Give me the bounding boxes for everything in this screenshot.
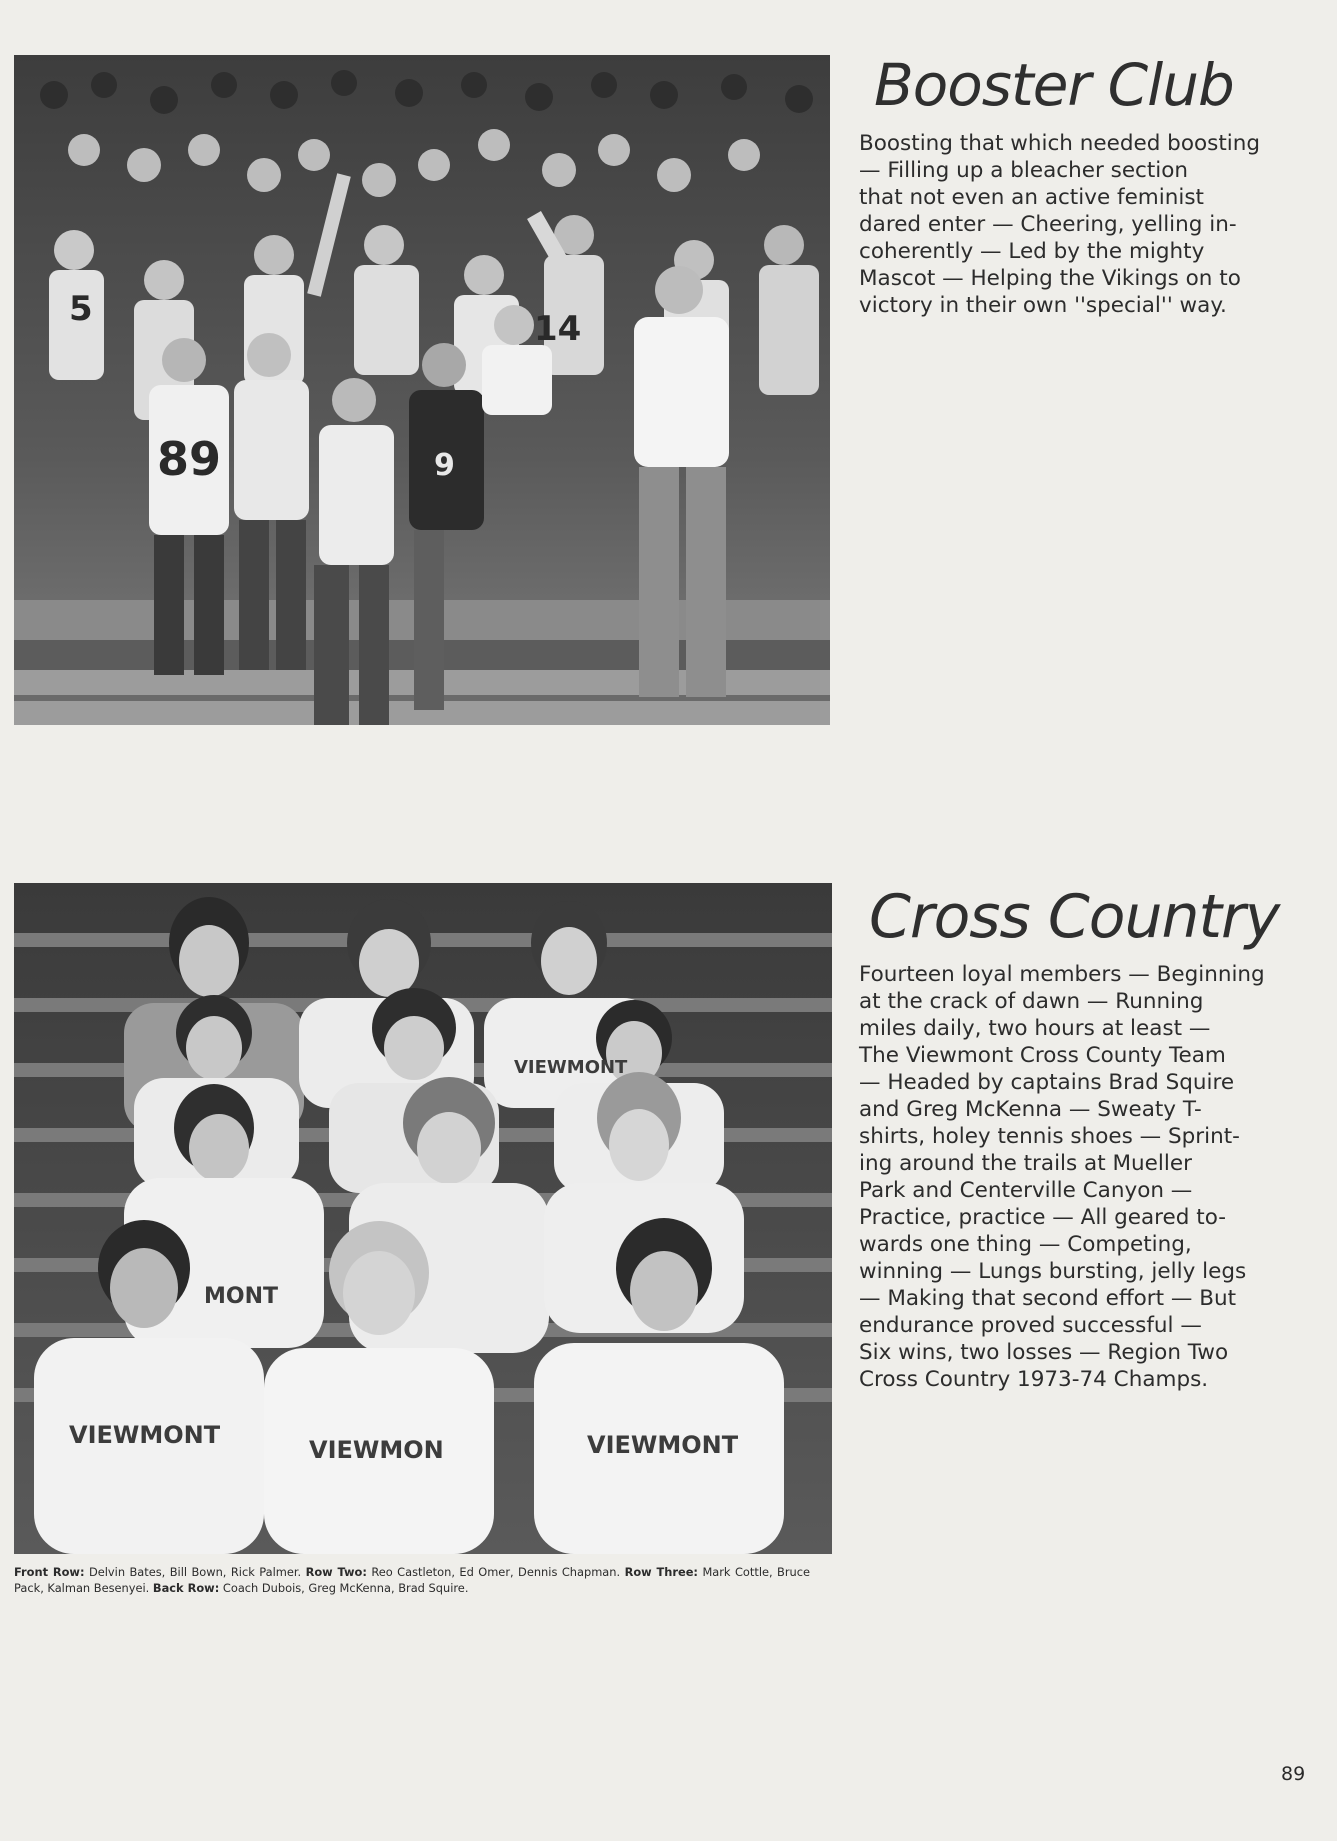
booster-body-line: coherently — Led by the mighty (859, 239, 1205, 264)
booster-club-heading: Booster Club (874, 51, 1234, 119)
cross-body-line: Park and Centerville Canyon — (859, 1178, 1193, 1203)
cross-body-line: Six wins, two losses — Region Two (859, 1340, 1229, 1365)
caption-back-row-names: Coach Dubois, Greg McKenna, Brad Squire. (222, 1581, 469, 1595)
booster-body-line: Mascot — Helping the Vikings on to (859, 266, 1241, 291)
cross-body-line: Practice, practice — All geared to- (859, 1205, 1227, 1230)
page-number: 89 (1281, 1763, 1306, 1785)
caption-front-row-names: Delvin Bates, Bill Bown, Rick Palmer. (88, 1565, 302, 1579)
cross-country-body (859, 961, 1265, 1393)
booster-body-line: victory in their own ''special'' way. (859, 293, 1227, 318)
jersey-number-14: 14 (534, 309, 582, 349)
shirt-text-front-left: VIEWMONT (69, 1421, 221, 1449)
booster-club-photo (14, 55, 830, 725)
cross-body-line: — Making that second effort — But (859, 1286, 1237, 1311)
cross-body-line: and Greg McKenna — Sweaty T- (859, 1097, 1202, 1122)
booster-club-body (859, 130, 1260, 319)
cross-body-line: wards one thing — Competing, (859, 1232, 1192, 1257)
cross-body-line: endurance proved successful — (859, 1313, 1202, 1338)
cross-country-heading: Cross Country (869, 882, 1280, 952)
caption-row-two-label: Row Two: (305, 1565, 367, 1579)
cross-body-line: shirts, holey tennis shoes — Sprint- (859, 1124, 1240, 1149)
cross-country-team-photo (14, 883, 832, 1554)
photo-caption (14, 1564, 810, 1596)
booster-body-line: Boosting that which needed boosting (859, 131, 1261, 156)
jersey-number-9: 9 (434, 448, 455, 483)
shirt-text-front-right: VIEWMONT (587, 1431, 739, 1459)
cross-body-line: at the crack of dawn — Running (859, 989, 1204, 1014)
booster-body-line: dared enter — Cheering, yelling in- (859, 212, 1237, 237)
booster-body-line: — Filling up a bleacher section (859, 158, 1189, 183)
cross-body-line: Fourteen loyal members — Beginning (859, 962, 1265, 987)
caption-front-row-label: Front Row: (14, 1565, 85, 1579)
cross-body-line: — Headed by captains Brad Squire (859, 1070, 1235, 1095)
shirt-text-front-middle: VIEWMON (309, 1436, 444, 1464)
booster-club-crowd-illustration (14, 55, 830, 725)
cross-body-line: The Viewmont Cross County Team (859, 1043, 1226, 1068)
shirt-text-row-two: MONT (204, 1284, 279, 1309)
cross-country-team-illustration (14, 883, 832, 1554)
cross-body-line: winning — Lungs bursting, jelly legs (859, 1259, 1247, 1284)
cross-body-line: ing around the trails at Mueller (859, 1151, 1192, 1176)
booster-body-line: that not even an active feminist (859, 185, 1204, 210)
caption-row-three-names: Mark Cottle, Bruce Pack, Kalman Besenyei. (14, 1565, 811, 1595)
jersey-number-89: 89 (157, 432, 222, 486)
cross-body-line: Cross Country 1973-74 Champs. (859, 1367, 1209, 1392)
caption-back-row-label: Back Row: (152, 1581, 220, 1595)
caption-row-three-label: Row Three: (624, 1565, 698, 1579)
jersey-number-5: 5 (69, 289, 93, 329)
cross-body-line: miles daily, two hours at least — (859, 1016, 1211, 1041)
caption-row-two-names: Reo Castleton, Ed Omer, Dennis Chapman. (371, 1565, 621, 1579)
shirt-text-back-row: VIEWMONT (514, 1057, 628, 1078)
